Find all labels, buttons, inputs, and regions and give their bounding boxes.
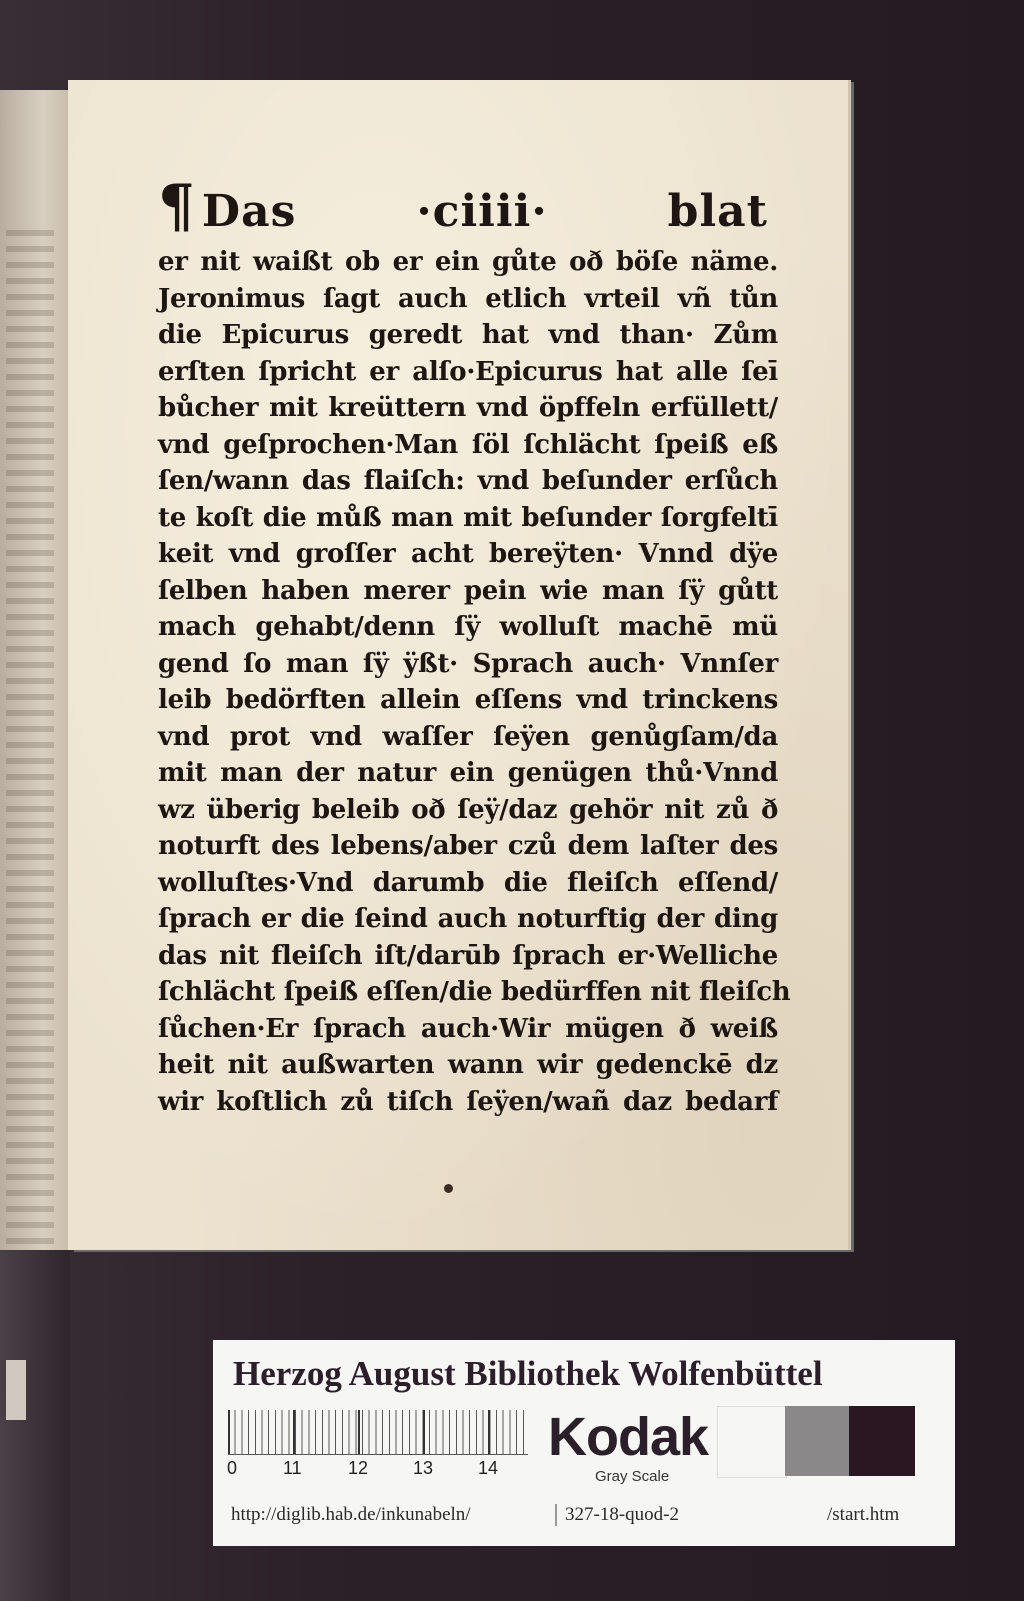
ruler-number: 11 <box>283 1458 302 1478</box>
text-line: heit nit außwarten wann wir gedenckē dz <box>158 1050 778 1080</box>
page-ink-dot <box>444 1184 453 1193</box>
gray-swatch-white <box>717 1406 787 1478</box>
pilcrow-mark: ¶ <box>158 172 196 240</box>
heading-word: Das <box>201 186 297 237</box>
body-text <box>158 244 791 1120</box>
url-base: http://diglib.hab.de/inkunabeln/ <box>231 1504 471 1525</box>
text-line: ſchlächt ſpeiß eſſen/die bedürffen nit fleiſch <box>158 977 791 1007</box>
url-suffix: /start.htm <box>827 1504 900 1525</box>
library-reference-card <box>213 1340 955 1546</box>
text-line: er nit waißt ob er ein gůte oð böſe näme. <box>158 247 778 277</box>
text-line: ſen/wann das flaiſch: vnd beſunder erſůch <box>158 466 778 496</box>
facing-page-text-fragment <box>6 230 54 1270</box>
text-line: vnd geſprochen·Man ſöl ſchlächt ſpeiß eß <box>158 429 778 460</box>
text-line: das nit fleiſch iſt/darūb ſprach er·Welliche <box>158 940 778 971</box>
text-line: ſprach er die ſeind auch noturftig der ding <box>158 904 778 934</box>
spine-label <box>6 1360 26 1420</box>
page-text-block <box>158 172 791 1120</box>
text-line: mach gehabt/denn ſÿ wolluſt machē mü <box>158 612 778 642</box>
text-line: te koſt die můß man mit beſunder ſorgfeltī <box>158 502 778 533</box>
ruler-major-tick <box>423 1410 425 1454</box>
ruler-number: 14 <box>478 1458 499 1478</box>
ruler-number: 0 <box>227 1458 238 1478</box>
text-line: erſten ſpricht er alſo·Epicurus hat alle ſeī <box>158 356 778 387</box>
ruler-major-tick <box>228 1410 230 1454</box>
text-line: ſelben haben merer pein wie man ſÿ gůtt <box>158 575 778 606</box>
text-line: keit vnd groſſer acht bereÿten· Vnnd dÿe <box>158 539 778 569</box>
text-line: leib bedörften allein eſſens vnd trinckens <box>158 685 778 715</box>
text-line: wolluſtes·Vnd darumb die fleiſch eſſend/ <box>158 867 778 898</box>
heading-blat: blat <box>667 186 768 237</box>
gray-swatch-mid <box>785 1406 849 1476</box>
gray-swatch-dark <box>849 1406 915 1476</box>
text-line: mit man der natur ein genügen thů·Vnnd <box>158 758 778 788</box>
text-line: die Epicurus geredt hat vnd than· Zům <box>158 320 778 350</box>
text-line: wz überig beleib oð ſeÿ/daz gehör nit zů ð <box>158 794 778 825</box>
library-name: Herzog August Bibliothek Wolfenbüttel <box>233 1354 823 1393</box>
url-shelfmark: 327-18-quod-2 <box>555 1504 679 1526</box>
book-page <box>68 80 848 1250</box>
ruler-number: 13 <box>413 1458 434 1478</box>
ruler-major-tick <box>358 1410 360 1454</box>
text-line: vnd prot vnd waſſer ſeÿen genůgſam/da <box>158 721 778 752</box>
text-line: gend ſo man ſÿ ÿßt· Sprach auch· Vnnſer <box>158 648 778 679</box>
text-line: wir koſtlich zů tiſch ſeÿen/wañ daz bedarf <box>158 1086 778 1117</box>
ruler-major-tick <box>488 1410 490 1454</box>
facing-page-edge <box>0 90 72 1250</box>
text-line: Jeronimus ſagt auch etlich vrteil vñ tůn <box>158 283 778 314</box>
ruler-number: 12 <box>348 1458 369 1478</box>
gray-scale-caption: Gray Scale <box>595 1468 670 1485</box>
page-heading <box>158 172 778 240</box>
ruler-major-tick <box>293 1410 295 1454</box>
folio-number: ·ciiii· <box>416 186 548 237</box>
text-line: ſůchen·Er ſprach auch·Wir mügen ð weiß <box>158 1013 778 1044</box>
text-line: noturft des lebens/aber czů dem laſter des <box>158 831 778 861</box>
text-line: bůcher mit kreüttern vnd öpffeln erfüllett/ <box>158 393 778 423</box>
measurement-ruler <box>228 1410 528 1455</box>
kodak-logo: Kodak <box>548 1407 709 1467</box>
book-spine <box>0 1250 70 1601</box>
